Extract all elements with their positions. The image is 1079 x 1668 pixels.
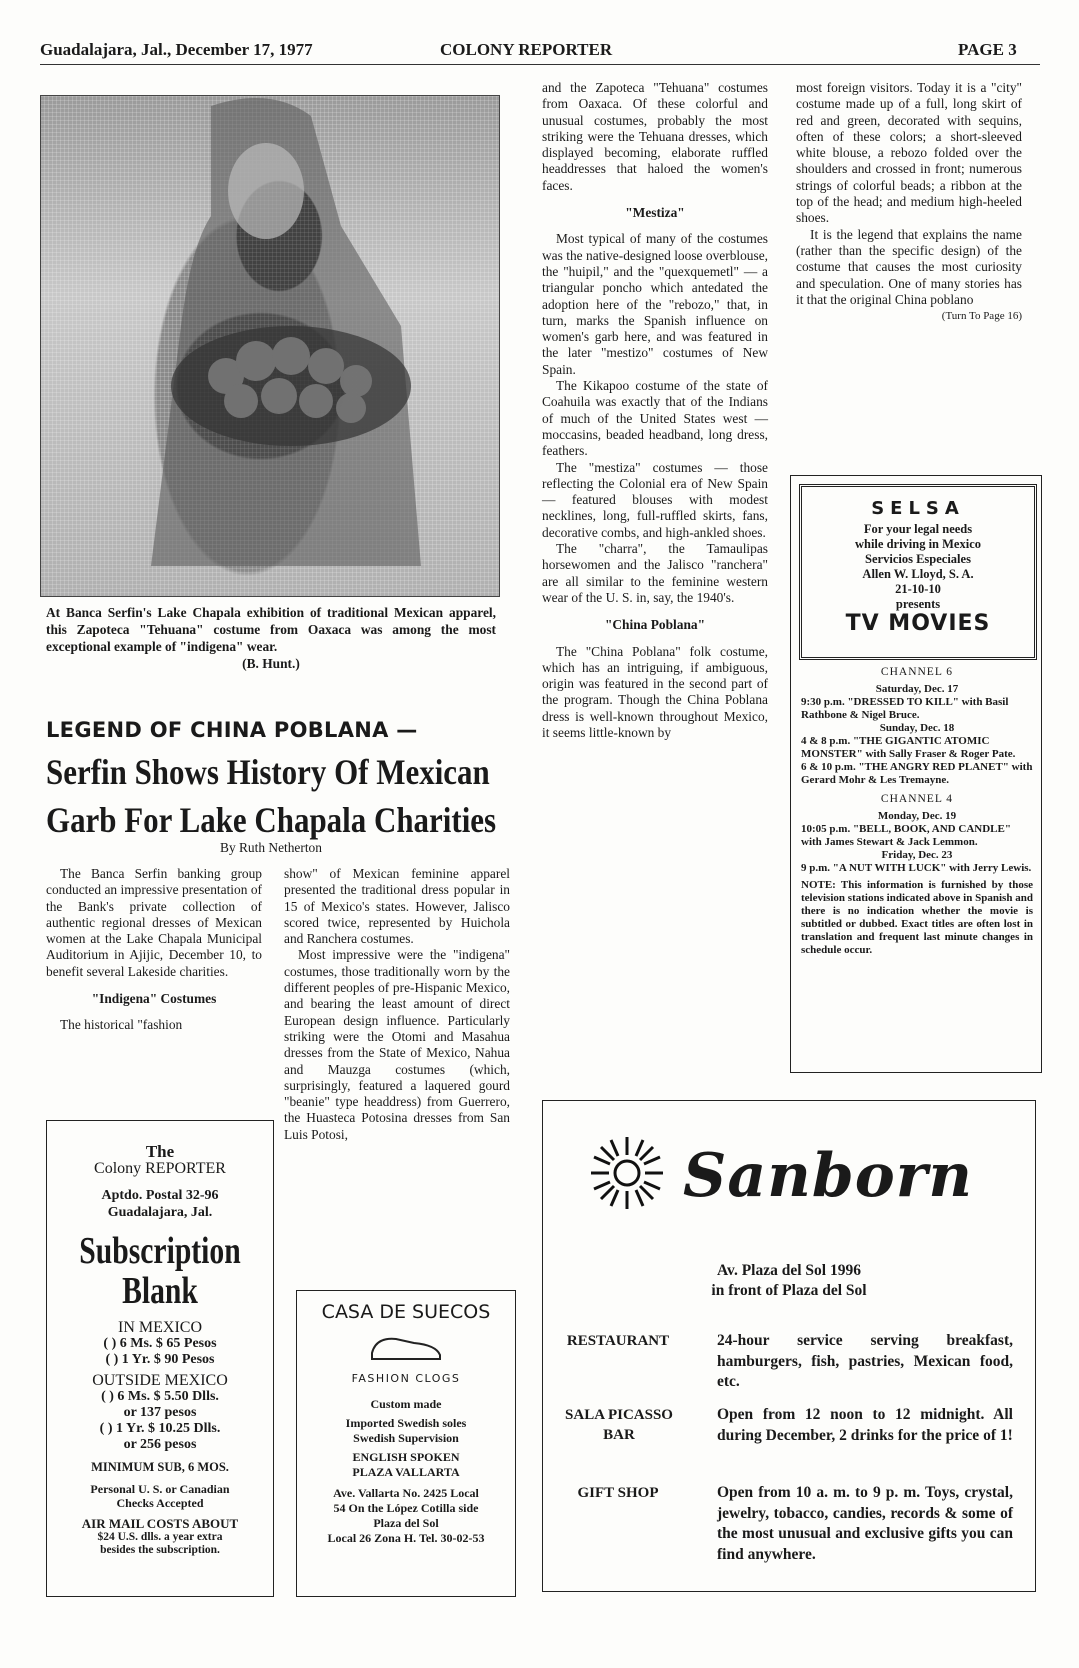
- paragraph: The "mestiza" costumes — those reflecting the Colonial era of New Spain — featured blouses with modest necklines, long, full-ruffled skirts, fans, decorative combs, and high-ankled shoes.: [542, 459, 768, 540]
- article-column-2: [284, 866, 510, 1143]
- sub-airmail: besides the subscription.: [100, 1544, 220, 1556]
- paragraph: The Banca Serfin banking group conducted an impressive presentation of the Bank's private collection of authentic regional dresses of Mexican women at the Lake Chapala Municipal Auditorium in Ajijic, December 10, to benefit several Lakeside charities.: [46, 866, 262, 979]
- sub-name: Colony REPORTER: [94, 1160, 226, 1177]
- article-column-1: [46, 866, 262, 1034]
- suecos-line: Local 26 Zona H. Tel. 30-02-53: [327, 1531, 485, 1545]
- listing-program: 9 p.m. "A NUT WITH LUCK" with Jerry Lewis.: [801, 862, 1032, 874]
- newspaper-name: COLONY REPORTER: [440, 40, 613, 59]
- suecos-line: Swedish Supervision: [353, 1431, 459, 1445]
- selsa-banner: [799, 484, 1037, 660]
- sub-option: ( ) 1 Yr. $ 90 Pesos: [105, 1352, 215, 1367]
- paragraph: The "China Poblana" folk costume, which has an intriguing, if ambiguous, origin was featured in the second part of the program. Though the China Poblana dress is well-known throughout Mexico, it seems little-known by: [542, 643, 768, 740]
- sanborn-address: Av. Plaza del Sol 1996 in front of Plaza del Sol: [711, 1262, 867, 1299]
- suecos-title: CASA DE SUECOS: [321, 1301, 491, 1323]
- sanborn-brand: Sanborn: [683, 1141, 974, 1211]
- listing-day: Saturday, Dec. 17: [875, 683, 959, 695]
- sub-checks: Checks Accepted: [116, 1496, 204, 1510]
- sub-title: Subscription: [79, 1230, 241, 1272]
- sunburst-logo-icon: [587, 1133, 667, 1213]
- suecos-line: Plaza del Sol: [373, 1516, 439, 1530]
- bar-text: Open from 12 noon to 12 midnight. All during December, 2 drinks for the price of 1!: [717, 1406, 1013, 1444]
- article-headline: Serfin Shows History Of Mexican Garb For Lake Chapala Charities: [46, 752, 497, 840]
- listing-program: 4 & 8 p.m. "THE GIGANTIC ATOMIC MONSTER" with Sally Fraser & Roger Pate.: [801, 735, 1016, 760]
- suecos-tag: FASHION CLOGS: [351, 1372, 461, 1385]
- listing-day: Monday, Dec. 19: [877, 810, 957, 822]
- subhead: "Mestiza": [625, 205, 685, 221]
- photo-figure-icon: [41, 96, 499, 596]
- suecos-line: Imported Swedish soles: [345, 1416, 467, 1430]
- sub-option: ( ) 6 Ms. $ 65 Pesos: [103, 1336, 217, 1351]
- sub-option: ( ) 6 Ms. $ 5.50 Dlls.: [101, 1389, 219, 1404]
- listing-program: 10:05 p.m. "BELL, BOOK, AND CANDLE" with James Stewart & Jack Lemmon.: [801, 823, 1011, 848]
- dateline: Guadalajara, Jal., December 17, 1977: [40, 40, 313, 59]
- tv-movies-title: TV MOVIES: [845, 611, 991, 636]
- page-number: PAGE 3: [958, 40, 1017, 59]
- sub-option: or 256 pesos: [123, 1437, 197, 1452]
- subhead: "Indigena" Costumes: [91, 991, 217, 1007]
- selsa-line: For your legal needs: [863, 522, 973, 536]
- sub-minimum: MINIMUM SUB, 6 MOS.: [91, 1460, 229, 1474]
- photo-caption: At Banca Serfin's Lake Chapala exhibition of traditional Mexican apparel, this Zapoteca "Tehuana" costume from Oaxaca was among the most exceptional example of "indigena" wear. (B. Hunt.): [46, 605, 496, 671]
- paragraph: It is the legend that explains the name (rather than the specific design) of the costume that causes the most curiosity and speculation. One of many stories has it that the original China poblano: [796, 226, 1022, 307]
- tv-listings: [801, 660, 1033, 957]
- sub-outside: OUTSIDE MEXICO: [92, 1372, 228, 1389]
- sub-in-mexico: IN MEXICO: [118, 1319, 202, 1336]
- sanborn-ad: [542, 1100, 1036, 1592]
- subscription-blank-ad: [46, 1120, 274, 1597]
- channel-heading: CHANNEL 4: [880, 793, 954, 805]
- selsa-line: Allen W. Lloyd, S. A.: [862, 567, 974, 581]
- restaurant-text: 24-hour service serving breakfast, hamburgers, fish, pastries, Mexican food, etc.: [717, 1332, 1013, 1390]
- selsa-tv-movies-ad: [790, 475, 1042, 1073]
- sub-option: ( ) 1 Yr. $ 10.25 Dlls.: [99, 1421, 221, 1436]
- article-kicker: LEGEND OF CHINA POBLANA —: [46, 718, 418, 742]
- bar-label: SALA PICASSO BAR: [565, 1407, 673, 1443]
- suecos-line: 54 On the López Cotilla side: [333, 1501, 479, 1515]
- photo-credit: (B. Hunt.): [242, 656, 300, 671]
- sub-checks: Personal U. S. or Canadian: [90, 1482, 230, 1496]
- sub-city: Guadalajara, Jal.: [107, 1205, 213, 1220]
- article-byline: By Ruth Netherton: [220, 840, 322, 855]
- restaurant-label: RESTAURANT: [566, 1333, 670, 1349]
- paragraph: The Kikapoo costume of the state of Coahuila was exactly that of the Indians of much of the United States west — moccasins, beaded headband, long dress, feathers.: [542, 378, 768, 459]
- suecos-line: PLAZA VALLARTA: [352, 1465, 460, 1479]
- article-column-4: [796, 80, 1022, 324]
- article-column-3: [542, 80, 768, 741]
- listing-program: 9:30 p.m. "DRESSED TO KILL" with Basil Rathbone & Nigel Bruce.: [801, 696, 1009, 721]
- selsa-line: 21-10-10: [895, 582, 941, 596]
- sub-option: or 137 pesos: [123, 1405, 197, 1420]
- sub-the: The: [145, 1142, 175, 1161]
- paragraph: and the Zapoteca "Tehuana" costumes from Oaxaca. Of these colorful and unusual costumes, probably the most striking were the Tehuana dresses, which displayed becoming, elaborate ruffled headdresses that haloed the women's faces.: [542, 80, 768, 193]
- sub-title-2: Blank: [122, 1270, 198, 1312]
- subhead: "China Poblana": [604, 617, 706, 633]
- jump-line: (Turn To Page 16): [941, 310, 1022, 323]
- paragraph: The "charra", the Tamaulipas horsewomen and the Jalisco "ranchera" are all similar to the feminine western wear of the U. S. in, say, the 1940's.: [542, 541, 768, 605]
- suecos-line: Custom made: [370, 1397, 442, 1411]
- tehuana-costume-photo: [40, 95, 500, 597]
- paragraph: Most impressive were the "indigena" costumes, those traditionally worn by the different peoples of pre-Hispanic Mexico, and bearing the least amount of direct European design influence. Particularly striking were the Otomi and Masahua dresses from the State of Mexico, Nahua and Mauzga costumes (which, surprisingly, featured a laquered gourd "beanie" type headdress) from Guerrero, the Huasteca Potosina dresses from San Luis Potosi,: [284, 947, 510, 1142]
- selsa-line: presents: [895, 597, 941, 611]
- channel-heading: CHANNEL 6: [880, 666, 954, 678]
- listing-note: NOTE: This information is furnished by those television stations indicated above in Spanish and there is no indication whether the movie is subtitled or dubbed. Exact titles are often lost in translation and frequent last minute changes in schedule occur.: [801, 879, 1033, 956]
- paragraph: show" of Mexican feminine apparel presented the traditional dress popular in 15 of Mexico's states. However, Jalisco scored twice, represented by Huichola and Ranchera costumes.: [284, 866, 510, 947]
- sub-apdo: Aptdo. Postal 32-96: [101, 1188, 219, 1203]
- sub-airmail: $24 U.S. dlls. a year extra: [97, 1531, 223, 1543]
- selsa-name: SELSA: [871, 498, 965, 519]
- listing-day: Sunday, Dec. 18: [879, 722, 955, 734]
- clog-icon: [366, 1327, 446, 1367]
- gift-shop-label: GIFT SHOP: [577, 1485, 659, 1501]
- suecos-line: ENGLISH SPOKEN: [352, 1450, 460, 1464]
- header-rule: [40, 64, 1040, 65]
- paragraph: Most typical of many of the costumes was the native-designed loose overblouse, the "huipil," and the "quexquemetl" — a triangular poncho which antedated the adoption here of the "rebozo," that, in turn, marks the Spanish influence on women's garb here, and was featured in the later "mestizo" costumes of New Spain.: [542, 231, 768, 377]
- selsa-line: Servicios Especiales: [865, 552, 971, 566]
- paragraph: most foreign visitors. Today it is a "city" costume made up of a full, long skirt of red and green, decorated with sequins, often of these colors; a short-sleeved white blouse, a rebozo folded over the shoulders and crossed in front; numerous strings of colorful beads; a ribbon at the top of the head; and medium high-heeled shoes.: [796, 80, 1022, 226]
- listing-program: 6 & 10 p.m. "THE ANGRY RED PLANET" with Gerard Mohr & Les Tremayne.: [801, 761, 1033, 786]
- gift-shop-text: Open from 10 a. m. to 9 p. m. Toys, crystal, jewelry, tobacco, candies, records & some of the most unusual and exclusive gifts you can find anywhere.: [717, 1484, 1013, 1563]
- listing-day: Friday, Dec. 23: [881, 849, 953, 861]
- casa-de-suecos-ad: [296, 1290, 516, 1597]
- selsa-line: while driving in Mexico: [854, 537, 982, 551]
- suecos-line: Ave. Vallarta No. 2425 Local: [333, 1486, 479, 1500]
- paragraph: The historical "fashion: [60, 1017, 183, 1033]
- sub-airmail: AIR MAIL COSTS ABOUT: [81, 1516, 239, 1531]
